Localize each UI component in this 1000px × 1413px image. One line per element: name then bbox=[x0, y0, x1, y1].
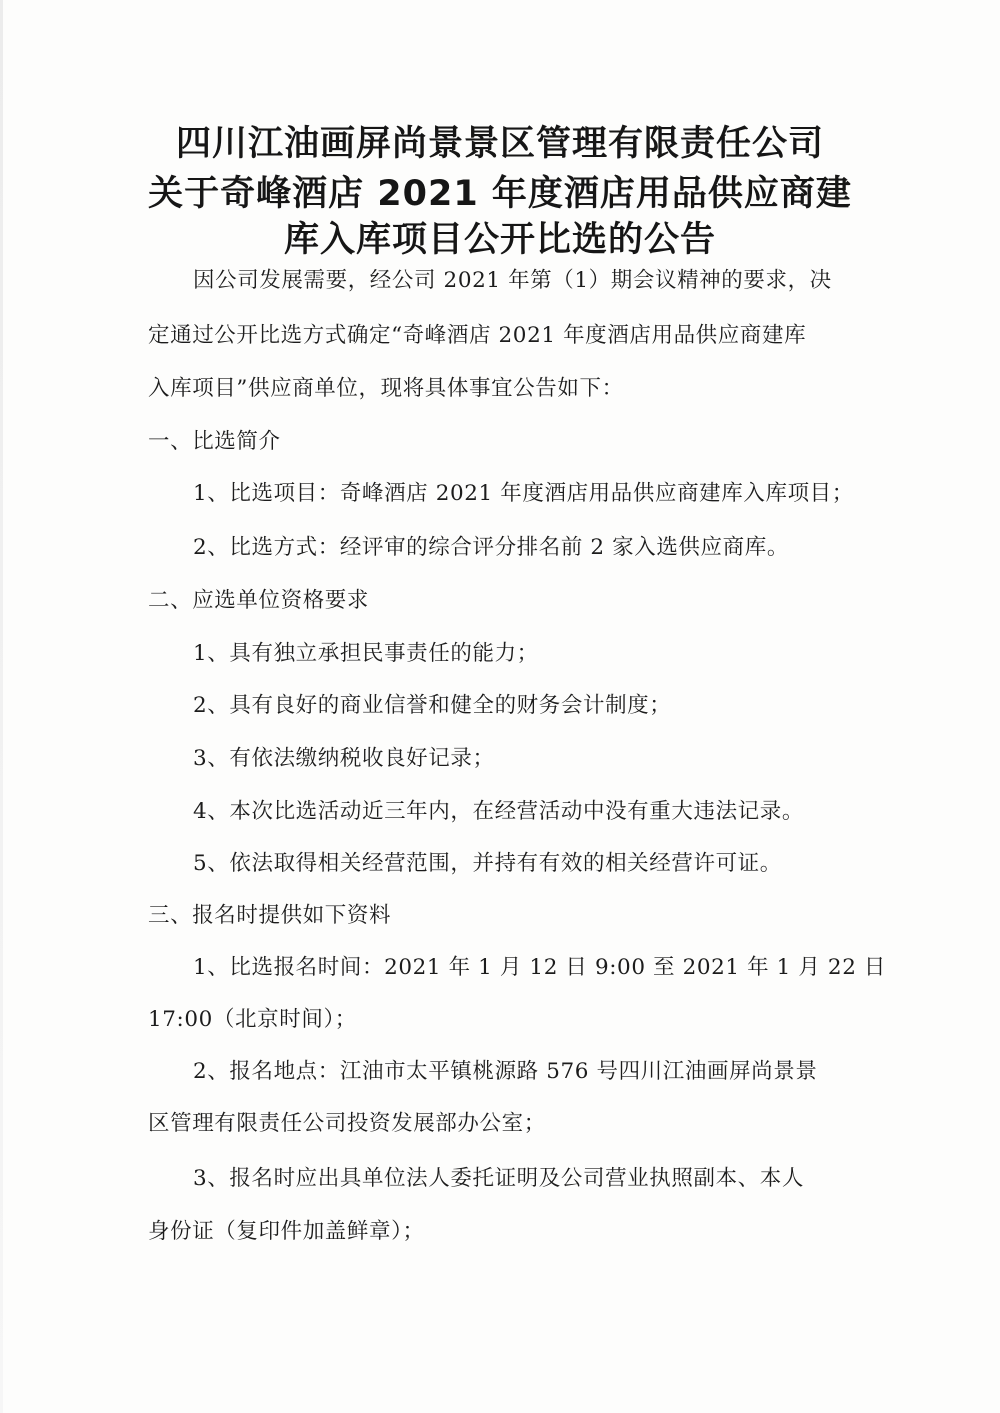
section-3-item-1: 1、比选报名时间：2021 年 1 月 12 日 9:00 至 2021 年 1 月 22 日 bbox=[193, 955, 887, 980]
intro-line-1: 因公司发展需要，经公司 2021 年第（1）期会议精神的要求，决 bbox=[193, 268, 832, 293]
section-2-item-3: 3、有依法缴纳税收良好记录； bbox=[193, 746, 495, 771]
section-1-item-2: 2、比选方式：经评审的综合评分排名前 2 家入选供应商库。 bbox=[193, 535, 789, 560]
section-3-item-3: 3、报名时应出具单位法人委托证明及公司营业执照副本、本人 bbox=[193, 1166, 804, 1191]
intro-line-2: 定通过公开比选方式确定“奇峰酒店 2021 年度酒店用品供应商建库 bbox=[148, 323, 807, 348]
section-2-item-5: 5、依法取得相关经营范围，并持有有效的相关经营许可证。 bbox=[193, 851, 782, 876]
section-2-item-1: 1、具有独立承担民事责任的能力； bbox=[193, 641, 539, 666]
section-1-item-1: 1、比选项目：奇峰酒店 2021 年度酒店用品供应商建库入库项目； bbox=[193, 481, 854, 506]
section-2-item-4: 4、本次比选活动近三年内，在经营活动中没有重大违法记录。 bbox=[193, 799, 804, 824]
title-line-2: 关于奇峰酒店 2021 年度酒店用品供应商建 bbox=[148, 174, 852, 214]
section-1-heading: 一、比选简介 bbox=[148, 429, 281, 454]
title-line-3: 库入库项目公开比选的公告 bbox=[283, 220, 716, 260]
section-3-item-1-cont: 17:00（北京时间）； bbox=[148, 1007, 357, 1032]
scan-edge bbox=[0, 0, 3, 1413]
section-2-item-2: 2、具有良好的商业信誉和健全的财务会计制度； bbox=[193, 693, 672, 718]
intro-line-3: 入库项目”供应商单位，现将具体事宜公告如下： bbox=[148, 376, 624, 401]
section-2-heading: 二、应选单位资格要求 bbox=[148, 588, 370, 613]
section-3-item-2: 2、报名地点：江油市太平镇桃源路 576 号四川江油画屏尚景景 bbox=[193, 1059, 818, 1084]
section-3-item-2-cont: 区管理有限责任公司投资发展部办公室； bbox=[148, 1111, 546, 1136]
section-3-item-3-cont: 身份证（复印件加盖鲜章）； bbox=[148, 1219, 425, 1244]
section-3-heading: 三、报名时提供如下资料 bbox=[148, 903, 392, 928]
title-line-1: 四川江油画屏尚景景区管理有限责任公司 bbox=[175, 124, 824, 164]
